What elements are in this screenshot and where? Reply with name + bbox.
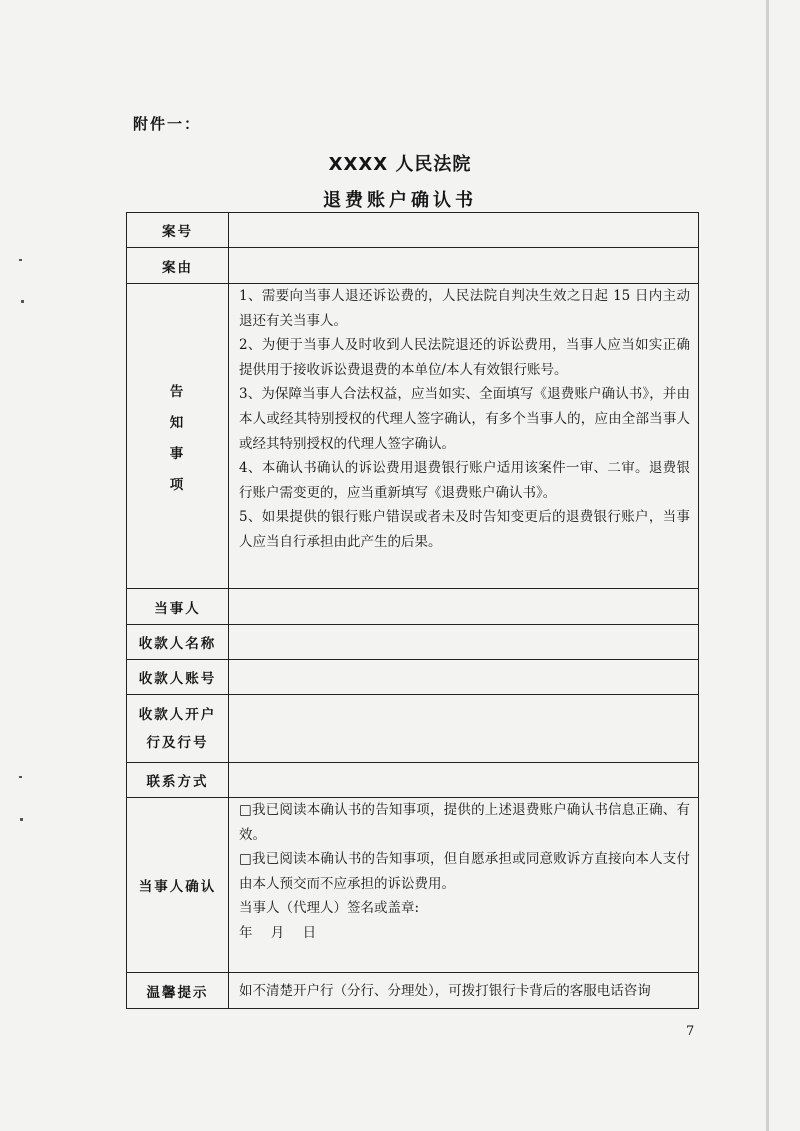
case-cause-label: 案由 [127,248,229,284]
notice-label-char: 告 [169,383,186,400]
party-label: 当事人 [127,589,229,625]
refund-account-form [126,212,699,1009]
page-number: 7 [686,1024,695,1039]
notice-label-char: 事 [169,445,186,462]
case-number-field[interactable] [229,213,699,248]
party-confirmation-row [127,798,699,973]
tip-text: 如不清楚开户行（分行、分理处），可拨打银行卡背后的客服电话咨询 [239,982,651,999]
notice-item: 5、如果提供的银行账户错误或者未及时告知变更后的退费银行账户，当事人应当自行承担由此产生的后果。 [239,509,690,550]
notice-item: 1、需要向当事人退还诉讼费的，人民法院自判决生效之日起 15 日内主动退还有关当事人。 [239,288,690,329]
payee-name-label: 收款人名称 [127,625,229,660]
tip-row [127,973,699,1009]
party-confirmation-label: 当事人确认 [127,798,229,973]
tip-label: 温馨提示 [127,973,229,1009]
case-number-row [127,213,699,248]
contact-field[interactable] [229,763,699,798]
payee-bank-row [127,695,699,763]
notice-row [127,284,699,589]
notice-item: 3、为保障当事人合法权益，应当如实、全面填写《退费账户确认书》，并由本人或经其特别授权的代理人签字确认，有多个当事人的，应由全部当事人或经其特别授权的代理人签字确认。 [239,386,690,452]
payee-account-field[interactable] [229,660,699,695]
notice-content [229,284,699,589]
scan-mark [20,818,23,821]
notice-label-char: 知 [169,414,186,431]
scan-mark [21,300,24,303]
case-cause-field[interactable] [229,248,699,284]
case-cause-row [127,248,699,284]
contact-row [127,763,699,798]
case-number-label: 案号 [127,213,229,248]
payee-bank-field[interactable] [229,695,699,763]
confirm-option-voluntary[interactable]: □我已阅读本确认书的告知事项，但自愿承担或同意败诉方直接向本人支付由本人预交而不应承担的诉讼费用。 [239,851,690,892]
scan-mark [19,776,22,778]
document-title: 退费账户确认书 [323,190,477,211]
attachment-label: 附件一： [133,115,202,133]
notice-label-char: 项 [169,476,186,493]
party-row [127,589,699,625]
payee-bank-label [127,695,229,763]
notice-label [127,284,229,589]
tip-content [229,973,699,1009]
scan-mark [19,259,22,261]
notice-item: 2、为便于当事人及时收到人民法院退还的诉讼费用，当事人应当如实正确提供用于接收诉讼费退费的本单位/本人有效银行账号。 [239,337,690,378]
date-line: 年 月 日 [239,924,317,941]
payee-bank-label-line: 收款人开户 [138,706,217,723]
court-name: XXXX 人民法院 [328,154,472,175]
signature-line: 当事人（代理人）签名或盖章: [239,900,420,917]
payee-account-label: 收款人账号 [127,660,229,695]
payee-bank-label-line: 行及行号 [146,734,209,751]
payee-name-row [127,625,699,660]
payee-account-row [127,660,699,695]
payee-name-field[interactable] [229,625,699,660]
notice-item: 4、本确认书确认的诉讼费用退费银行账户适用该案件一审、二审。退费银行账户需变更的，应当重新填写《退费账户确认书》。 [239,460,690,501]
party-field[interactable] [229,589,699,625]
confirm-option-correct[interactable]: □我已阅读本确认书的告知事项，提供的上述退费账户确认书信息正确、有效。 [239,802,690,843]
party-confirmation-content [229,798,699,973]
contact-label: 联系方式 [127,763,229,798]
